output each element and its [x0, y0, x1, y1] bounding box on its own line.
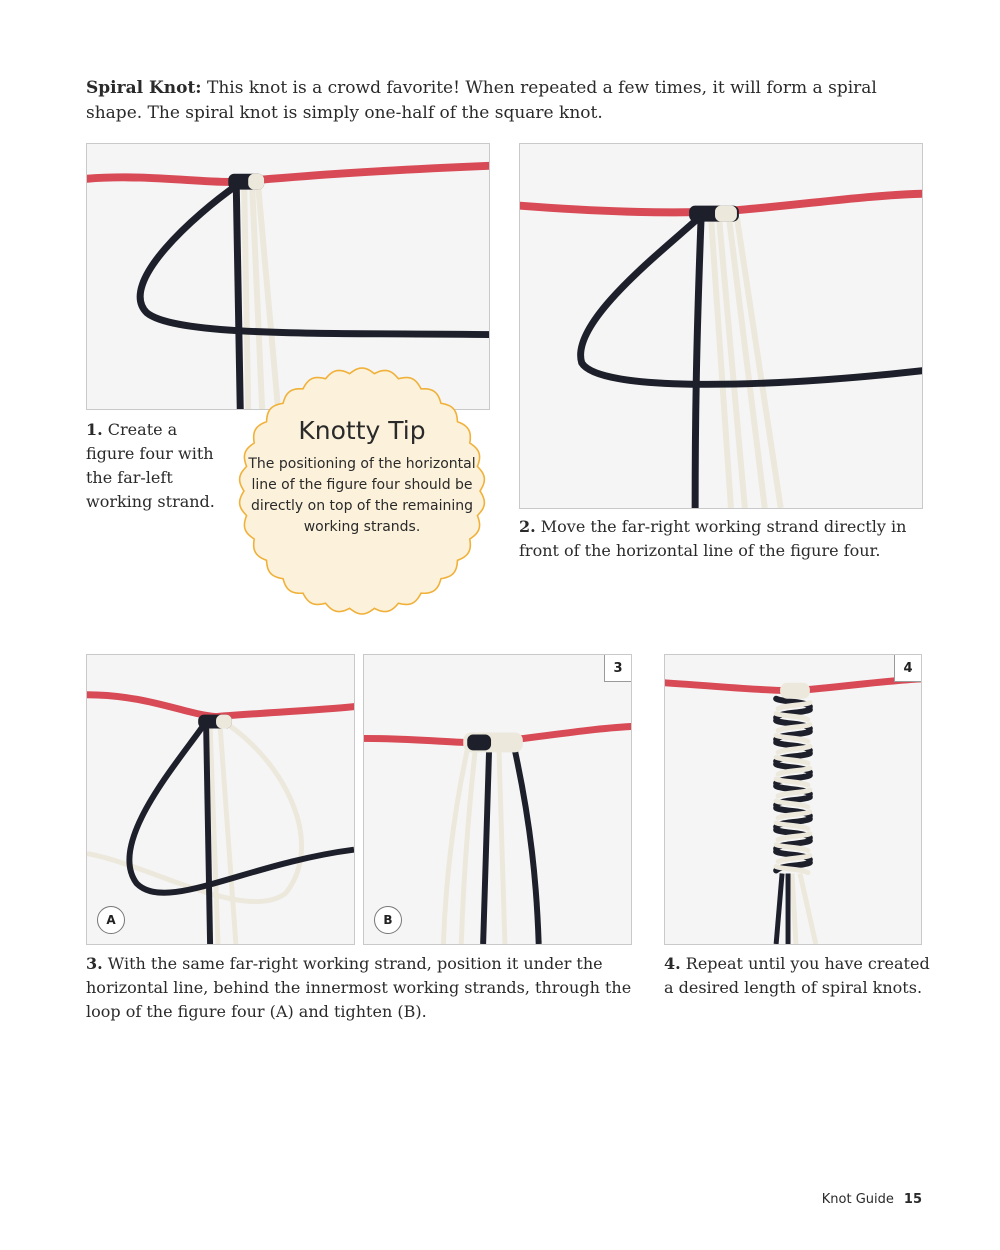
badge-b: B [374, 906, 402, 934]
step-2-number: 2. [519, 517, 536, 536]
step-2-caption [519, 515, 919, 563]
step-1-number: 1. [86, 420, 103, 439]
intro-label: Spiral Knot: [86, 78, 202, 98]
tip-title: Knotty Tip [298, 416, 426, 445]
step-3-number: 3. [86, 954, 103, 973]
step-4-caption [664, 952, 934, 1000]
photo-number-4: 4 [894, 655, 921, 682]
step-3-caption [86, 952, 632, 1024]
intro-text: This knot is a crowd favorite! When repeated a few times, it will form a spiral shape. The spiral knot is simply one-half of the square knot. [86, 78, 877, 123]
photo-number-3: 3 [604, 655, 631, 682]
tip-body: The positioning of the horizontal line of the figure four should be directly on top of the remaining working strands. [248, 456, 476, 535]
step-4-photo [664, 654, 922, 945]
step-3a-photo [86, 654, 355, 945]
step-3b-photo [363, 654, 632, 945]
badge-a: A [97, 906, 125, 934]
page-footer [822, 1192, 922, 1207]
step-1-caption [86, 418, 216, 514]
intro-paragraph [86, 76, 926, 126]
step-2-photo [519, 143, 923, 509]
step-2-text: Move the far-right working strand directly in front of the horizontal line of the figure four. [519, 517, 907, 560]
step-4-text: Repeat until you have created a desired length of spiral knots. [664, 954, 930, 997]
step-1-text: Create a figure four with the far-left working strand. [86, 420, 215, 511]
step-3-text: With the same far-right working strand, position it under the horizontal line, behind the innermost working strands, through the loop of the figure four (A) and tighten (B). [86, 954, 632, 1021]
knotty-tip-callout [231, 366, 493, 616]
page-number: 15 [903, 1192, 922, 1207]
step-4-number: 4. [664, 954, 681, 973]
footer-section: Knot Guide [821, 1192, 894, 1207]
